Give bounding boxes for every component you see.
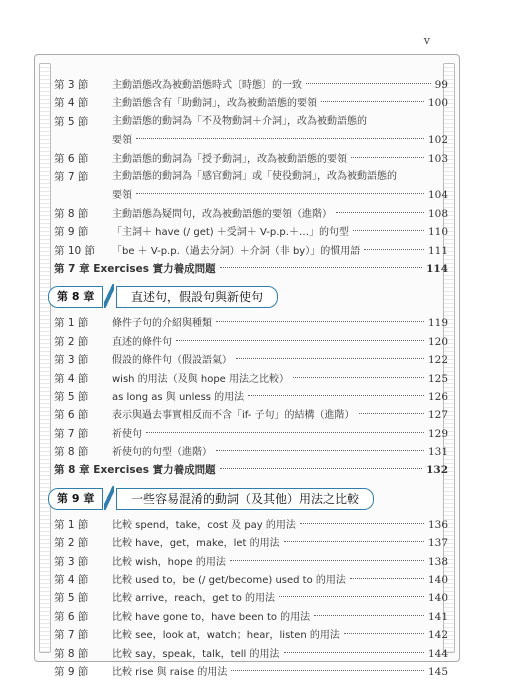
leader-dots xyxy=(279,596,424,597)
toc-entry[interactable] xyxy=(54,553,448,571)
toc-entry[interactable] xyxy=(54,205,448,223)
section-number: 第 6 節 xyxy=(54,152,89,165)
leader-dots xyxy=(344,633,424,634)
section-title: 條件子句的介紹與種類 xyxy=(112,318,212,330)
section-number: 第 8 節 xyxy=(54,446,89,459)
leader-dots xyxy=(216,450,424,451)
toc-entry[interactable] xyxy=(54,589,448,607)
section-number: 第 5 節 xyxy=(54,592,89,605)
toc-entry[interactable] xyxy=(54,516,448,534)
leader-dots xyxy=(284,541,424,542)
leader-dots xyxy=(230,560,424,561)
page-number: v xyxy=(423,34,430,47)
toc-entry[interactable] xyxy=(54,571,448,589)
leader-dots xyxy=(336,212,424,213)
leader-dots xyxy=(231,670,424,671)
table-of-contents xyxy=(54,76,448,681)
toc-entry[interactable] xyxy=(54,94,448,112)
leader-dots xyxy=(351,157,424,158)
page-ref: 111 xyxy=(427,244,448,257)
leader-dots xyxy=(359,413,424,414)
section-number: 第 3 節 xyxy=(54,354,89,367)
section-title: 主動語態的動詞為「授予動詞」，改為被動語態的要領 xyxy=(112,153,347,165)
toc-entry[interactable] xyxy=(54,168,448,205)
section-title-line1: 主動語態的動詞為「感官動詞」或「使役動詞」，改為被動語態的 xyxy=(112,170,397,182)
section-number: 第 3 節 xyxy=(54,555,89,568)
page-ref: 140 xyxy=(427,592,448,605)
page-ref: 103 xyxy=(427,152,448,165)
chapter-8-header[interactable] xyxy=(54,286,448,308)
section-title: 主動語態含有「助動詞」，改為被動語態的要領 xyxy=(112,98,317,110)
section-number: 第 9 節 xyxy=(54,665,89,678)
toc-entry[interactable] xyxy=(54,443,448,461)
section-title: 主動語態為疑問句，改為被動語態的要領（進階） xyxy=(112,208,332,220)
page-ref: 114 xyxy=(426,262,448,275)
left-binding-rail xyxy=(39,63,51,653)
toc-entry[interactable] xyxy=(54,242,448,260)
toc-entry[interactable] xyxy=(54,351,448,369)
slash-divider xyxy=(104,284,114,308)
page-ref: 144 xyxy=(427,647,448,660)
exercise-row-ch7[interactable] xyxy=(54,260,448,278)
toc-entry[interactable] xyxy=(54,608,448,626)
page-ref: 132 xyxy=(426,464,448,477)
section-title: 比較 have，get，make，let 的用法 xyxy=(112,538,280,550)
section-number: 第 8 節 xyxy=(54,647,89,660)
chapter-title: 一些容易混淆的動詞（及其他）用法之比較 xyxy=(116,488,374,510)
leader-dots xyxy=(314,615,424,616)
section-title: wish 的用法（及與 hope 用法之比較） xyxy=(112,373,289,385)
page-ref: 136 xyxy=(427,518,448,531)
exercise-label: 第 8 章 Exercises 實力養成問題 xyxy=(54,464,216,477)
page-ref: 100 xyxy=(427,97,448,110)
page-ref: 104 xyxy=(427,189,448,202)
toc-entry[interactable] xyxy=(54,534,448,552)
section-number: 第 5 節 xyxy=(54,390,89,403)
chapter-9-sections xyxy=(54,516,448,682)
page-ref: 119 xyxy=(427,317,448,330)
leader-dots xyxy=(284,652,424,653)
page-ref: 108 xyxy=(427,207,448,220)
toc-entry[interactable] xyxy=(54,663,448,681)
section-title: 比較 see，look at，watch；hear，listen 的用法 xyxy=(112,630,340,642)
section-number: 第 9 節 xyxy=(54,226,89,239)
section-title-line1: 主動語態的動詞為「不及物動詞＋介詞」，改為被動語態的 xyxy=(112,115,367,127)
leader-dots xyxy=(136,193,424,194)
section-number: 第 2 節 xyxy=(54,537,89,550)
section-title: 祈使句的句型（進階） xyxy=(112,447,212,459)
leader-dots xyxy=(176,340,424,341)
section-number: 第 1 節 xyxy=(54,317,89,330)
section-title: 比較 wish，hope 的用法 xyxy=(112,556,226,568)
leader-dots xyxy=(350,578,424,579)
section-title: 「主詞＋ have (/ get) ＋受詞＋ V-p.p.＋…」的句型 xyxy=(112,227,349,239)
page-ref: 141 xyxy=(427,610,448,623)
section-number: 第 4 節 xyxy=(54,372,89,385)
page-ref: 125 xyxy=(427,372,448,385)
section-number: 第 7 節 xyxy=(54,629,89,642)
chapter-7-sections xyxy=(54,76,448,260)
toc-entry[interactable] xyxy=(54,223,448,241)
toc-entry[interactable] xyxy=(54,626,448,644)
leader-dots xyxy=(353,230,424,231)
page-ref: 102 xyxy=(427,134,448,147)
page-ref: 142 xyxy=(427,629,448,642)
section-title: 比較 have gone to，have been to 的用法 xyxy=(112,611,311,623)
section-number: 第 6 節 xyxy=(54,610,89,623)
section-title: 比較 say，speak，talk，tell 的用法 xyxy=(112,648,280,660)
toc-entry[interactable] xyxy=(54,333,448,351)
toc-entry[interactable] xyxy=(54,645,448,663)
leader-dots xyxy=(146,432,424,433)
section-number: 第 8 節 xyxy=(54,207,89,220)
toc-entry[interactable] xyxy=(54,406,448,424)
slash-divider xyxy=(104,486,114,510)
leader-dots xyxy=(136,138,424,139)
page-ref: 122 xyxy=(427,354,448,367)
page-ref: 126 xyxy=(427,390,448,403)
section-number: 第 2 節 xyxy=(54,335,89,348)
section-number: 第 6 節 xyxy=(54,409,89,422)
section-title: as long as 與 unless 的用法 xyxy=(112,391,245,403)
page-ref: 110 xyxy=(427,226,448,239)
section-number: 第 4 節 xyxy=(54,574,89,587)
exercise-label: 第 7 章 Exercises 實力養成問題 xyxy=(54,262,216,275)
section-title: 比較 arrive，reach，get to 的用法 xyxy=(112,593,276,605)
section-title: 假設的條件句（假設語氣） xyxy=(112,355,232,367)
page-ref: 127 xyxy=(427,409,448,422)
page-ref: 138 xyxy=(427,555,448,568)
page-ref: 120 xyxy=(427,335,448,348)
page-ref: 131 xyxy=(427,446,448,459)
page-ref: 99 xyxy=(434,79,448,91)
section-number: 第 7 節 xyxy=(54,427,89,440)
toc-entry[interactable] xyxy=(54,76,448,94)
toc-entry[interactable] xyxy=(54,314,448,332)
section-title: 要領 xyxy=(112,190,132,202)
chapter-tab: 第 8 章 xyxy=(48,286,103,308)
leader-dots xyxy=(236,358,424,359)
section-title: 要領 xyxy=(112,135,132,147)
leader-dots xyxy=(248,395,424,396)
section-title: 比較 rise 與 raise 的用法 xyxy=(112,666,228,678)
section-number: 第 3 節 xyxy=(54,79,89,91)
section-title: 「be ＋ V-p.p.（過去分詞）＋介詞（非 by）」的慣用語 xyxy=(112,245,361,257)
section-title: 祈使句 xyxy=(112,428,142,440)
toc-entry[interactable] xyxy=(54,370,448,388)
leader-dots xyxy=(364,249,424,250)
leader-dots xyxy=(300,523,424,524)
section-number: 第 10 節 xyxy=(54,244,96,257)
leader-dots xyxy=(216,321,424,322)
section-title: 直述的條件句 xyxy=(112,336,172,348)
page-ref: 145 xyxy=(427,665,448,678)
section-title: 表示與過去事實相反而不含「if- 子句」的結構（進階） xyxy=(112,410,355,422)
leader-dots xyxy=(321,101,424,102)
chapter-9-header[interactable] xyxy=(54,488,448,510)
toc-entry[interactable] xyxy=(54,388,448,406)
toc-entry[interactable] xyxy=(54,150,448,168)
chapter-title: 直述句，假設句與新使句 xyxy=(116,286,278,308)
leader-dots xyxy=(293,377,424,378)
section-title: 主動語態改為被動語態時式〔時態〕的一致 xyxy=(112,80,302,91)
section-number: 第 7 節 xyxy=(54,170,89,183)
page-ref: 140 xyxy=(427,574,448,587)
toc-entry[interactable] xyxy=(54,425,448,443)
page-ref: 137 xyxy=(427,537,448,550)
leader-dots xyxy=(306,83,431,84)
exercise-row-ch8[interactable] xyxy=(54,461,448,479)
section-title: 比較 used to，be (/ get/become) used to 的用法 xyxy=(112,575,346,587)
section-number: 第 4 節 xyxy=(54,97,89,110)
toc-entry[interactable] xyxy=(54,113,448,150)
section-number: 第 5 節 xyxy=(54,115,89,128)
page-ref: 129 xyxy=(427,427,448,440)
chapter-tab: 第 9 章 xyxy=(48,488,103,510)
section-number: 第 1 節 xyxy=(54,518,89,531)
chapter-8-sections xyxy=(54,314,448,461)
section-title: 比較 spend，take，cost 及 pay 的用法 xyxy=(112,519,296,531)
